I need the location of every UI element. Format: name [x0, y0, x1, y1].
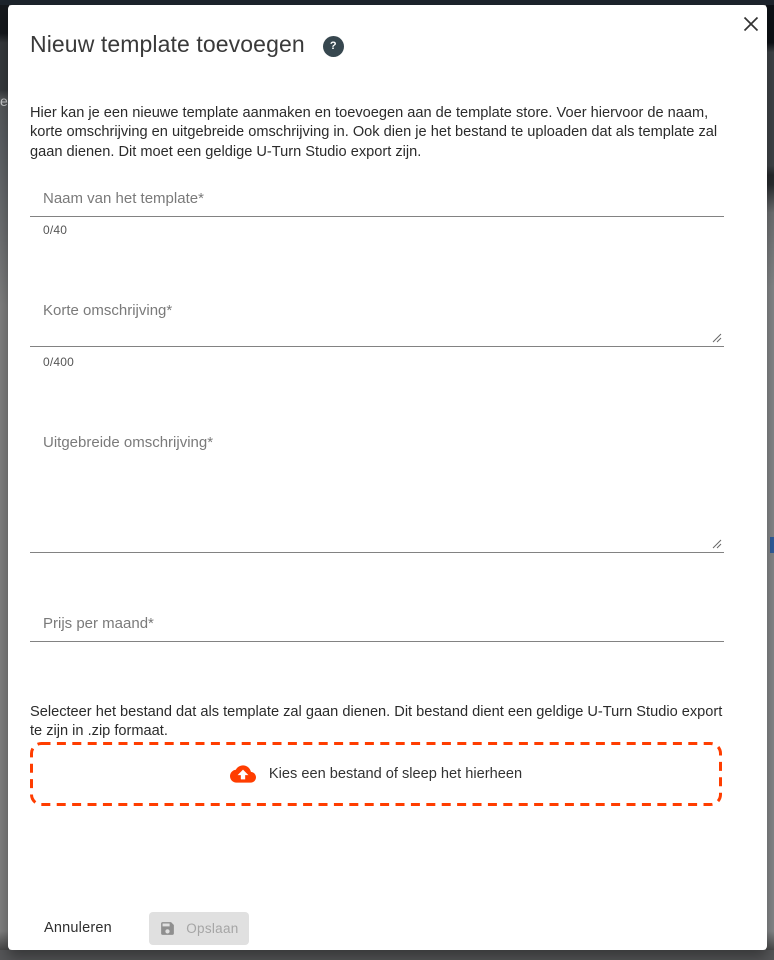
backdrop-text-fragment: e	[0, 93, 8, 109]
backdrop-right-edge	[766, 5, 774, 950]
long-description-textarea[interactable]	[30, 430, 724, 553]
dropzone-content	[230, 761, 522, 787]
name-char-counter: 0/40	[43, 223, 68, 237]
backdrop-bottom-strip	[0, 950, 774, 960]
page-title: Nieuw template toevoegen	[30, 31, 305, 57]
cancel-button[interactable]: Annuleren	[30, 912, 126, 944]
help-icon[interactable]: ?	[323, 36, 344, 57]
dropzone-label: Kies een bestand of sleep het hierheen	[268, 766, 523, 782]
template-name-input[interactable]	[30, 187, 724, 217]
close-button[interactable]	[738, 11, 764, 37]
dialog-intro-text: Hier kan je een nieuwe template aanmaken en toevoegen aan de template store. Voer hiervoor de naam, korte omschrijving en uitgebreide omschrijving in. Ook dien je het bestand te uploaden dat als template zal gaan dienen. Dit moet een geldige U-Turn Studio export zijn.	[30, 104, 718, 160]
short-description-textarea[interactable]	[30, 298, 724, 347]
dialog-title-row	[30, 31, 344, 58]
cloud-upload-icon	[230, 761, 256, 787]
short-description-char-counter: 0/400	[43, 355, 75, 369]
file-dropzone[interactable]	[30, 742, 722, 806]
dialog-footer	[30, 910, 249, 946]
price-per-month-field	[30, 612, 724, 642]
short-description-field	[30, 298, 724, 347]
save-button-label: Opslaan	[186, 920, 239, 936]
price-per-month-input[interactable]	[30, 612, 724, 642]
long-description-field	[30, 430, 724, 553]
new-template-dialog	[8, 5, 767, 950]
close-icon	[741, 14, 761, 34]
template-name-field	[30, 187, 724, 217]
save-button[interactable]	[149, 912, 249, 945]
save-icon	[159, 920, 176, 937]
backdrop-fragment	[770, 537, 774, 553]
file-section-description: Selecteer het bestand dat als template zal gaan dienen. Dit bestand dient een geldige U-Turn Studio export te zijn in .zip formaat.	[30, 703, 723, 740]
